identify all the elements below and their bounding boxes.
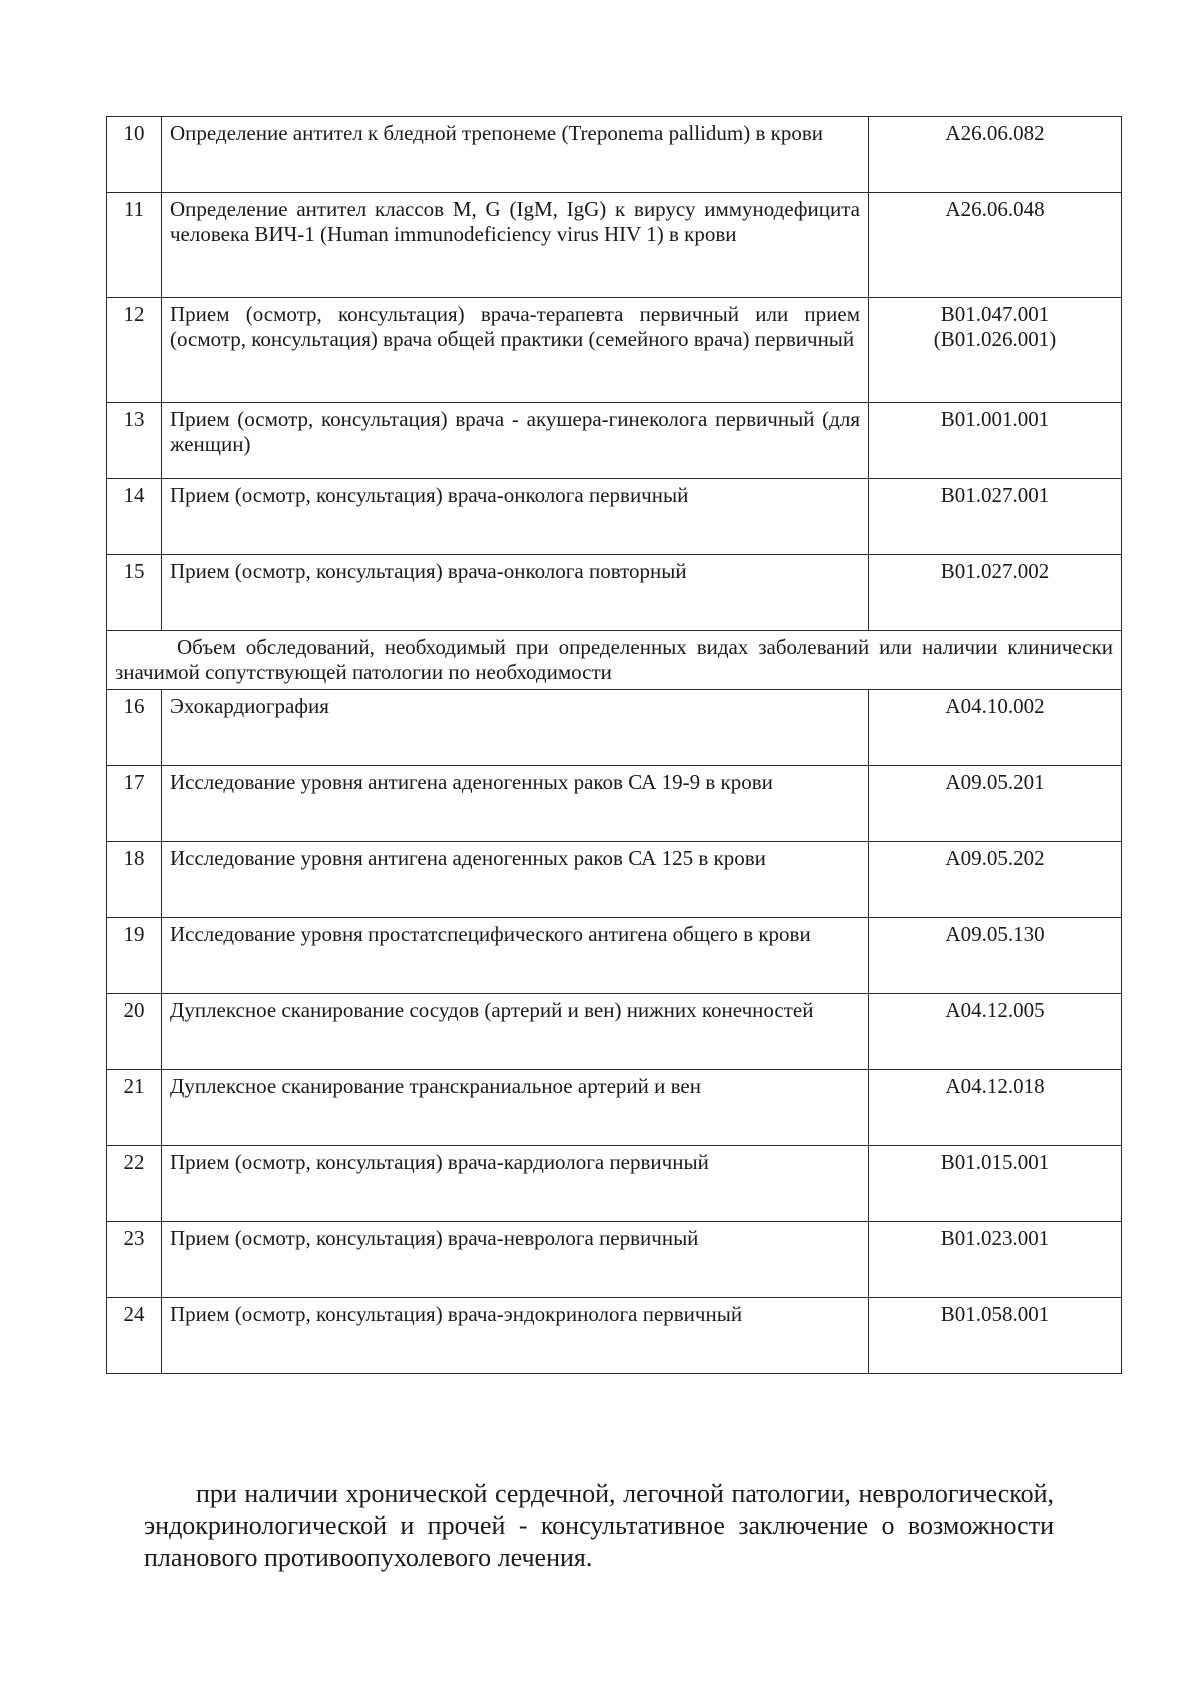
service-code-value: B01.001.001 — [940, 407, 1050, 431]
table-row — [107, 1222, 1122, 1298]
row-number: 23 — [107, 1222, 162, 1298]
service-code — [869, 1222, 1122, 1298]
service-code-value: A26.06.048 — [945, 197, 1045, 221]
service-name: Прием (осмотр, консультация) врача - акушера-гинеколога первичный (для женщин) — [162, 403, 869, 479]
service-name: Дуплексное сканирование транскраниальное артерий и вен — [162, 1070, 869, 1146]
service-name: Эхокардиография — [162, 690, 869, 766]
service-name: Прием (осмотр, консультация) врача-кардиолога первичный — [162, 1146, 869, 1222]
table-row — [107, 842, 1122, 918]
service-name: Определение антител к бледной трепонеме (Treponema pallidum) в крови — [162, 117, 869, 193]
service-name: Дуплексное сканирование сосудов (артерий и вен) нижних конечностей — [162, 994, 869, 1070]
services-table — [106, 116, 1122, 1374]
service-code — [869, 994, 1122, 1070]
row-number: 21 — [107, 1070, 162, 1146]
service-code — [869, 842, 1122, 918]
service-code-value: B01.015.001 — [940, 1150, 1050, 1174]
service-code — [869, 117, 1122, 193]
service-code — [869, 690, 1122, 766]
service-code — [869, 1146, 1122, 1222]
service-name: Прием (осмотр, консультация) врача-невролога первичный — [162, 1222, 869, 1298]
row-number: 13 — [107, 403, 162, 479]
service-code-value: A04.10.002 — [945, 694, 1045, 718]
service-name: Прием (осмотр, консультация) врача-онколога повторный — [162, 555, 869, 631]
table-row — [107, 690, 1122, 766]
service-code-value: A04.12.005 — [945, 998, 1045, 1022]
service-name: Прием (осмотр, консультация) врача-онколога первичный — [162, 479, 869, 555]
service-name: Определение антител классов М, G (IgM, IgG) к вирусу иммунодефицита человека ВИЧ-1 (Human immunodeficiency virus HIV 1) в крови — [162, 193, 869, 298]
row-number: 24 — [107, 1298, 162, 1374]
row-number: 19 — [107, 918, 162, 994]
service-name: Прием (осмотр, консультация) врача-терапевта первичный или прием (осмотр, консультация) врача общей практики (семейного врача) первичный — [162, 298, 869, 403]
service-code — [869, 1070, 1122, 1146]
service-code-value: B01.023.001 — [940, 1226, 1050, 1250]
table-row — [107, 994, 1122, 1070]
table-row — [107, 403, 1122, 479]
service-code-value: B01.027.002 — [940, 559, 1050, 583]
row-number: 14 — [107, 479, 162, 555]
service-code-value: A09.05.130 — [945, 922, 1045, 946]
service-code-value: B01.058.001 — [940, 1302, 1050, 1326]
service-code-value: A09.05.202 — [945, 846, 1045, 870]
service-code — [869, 918, 1122, 994]
service-code-value: B01.027.001 — [940, 483, 1050, 507]
row-number: 15 — [107, 555, 162, 631]
service-code — [869, 1298, 1122, 1374]
table-row — [107, 1070, 1122, 1146]
service-code — [869, 479, 1122, 555]
table-row — [107, 298, 1122, 403]
table-row — [107, 766, 1122, 842]
table-body — [107, 117, 1122, 1374]
service-code-value: A26.06.082 — [945, 121, 1045, 145]
row-number: 17 — [107, 766, 162, 842]
row-number: 11 — [107, 193, 162, 298]
table-row — [107, 555, 1122, 631]
table-row — [107, 1298, 1122, 1374]
row-number: 10 — [107, 117, 162, 193]
service-name: Исследование уровня простатспецифического антигена общего в крови — [162, 918, 869, 994]
service-code — [869, 555, 1122, 631]
section-header-row — [107, 631, 1122, 690]
service-code-value: A04.12.018 — [945, 1074, 1045, 1098]
row-number: 20 — [107, 994, 162, 1070]
table-row — [107, 479, 1122, 555]
row-number: 12 — [107, 298, 162, 403]
footnote-paragraph: при наличии хронической сердечной, легочной патологии, неврологической, эндокринологической и прочей - консультативное заключение о возможности планового противоопухолевого лечения. — [144, 1479, 1054, 1572]
service-code-value: A09.05.201 — [945, 770, 1045, 794]
service-name: Прием (осмотр, консультация) врача-эндокринолога первичный — [162, 1298, 869, 1374]
row-number: 16 — [107, 690, 162, 766]
service-code-alt-value: (B01.026.001) — [933, 327, 1057, 351]
table-row — [107, 1146, 1122, 1222]
service-code — [869, 193, 1122, 298]
row-number: 22 — [107, 1146, 162, 1222]
service-code — [869, 766, 1122, 842]
row-number: 18 — [107, 842, 162, 918]
section-header: Объем обследований, необходимый при определенных видах заболеваний или наличии клинически значимой сопутствующей патологии по необходимости — [107, 631, 1122, 690]
table-row — [107, 117, 1122, 193]
service-code — [869, 298, 1122, 403]
service-code-value: B01.047.001 — [940, 302, 1050, 326]
service-name: Исследование уровня антигена аденогенных раков СА 125 в крови — [162, 842, 869, 918]
service-name: Исследование уровня антигена аденогенных раков СА 19-9 в крови — [162, 766, 869, 842]
table-row — [107, 918, 1122, 994]
service-code — [869, 403, 1122, 479]
table-row — [107, 193, 1122, 298]
